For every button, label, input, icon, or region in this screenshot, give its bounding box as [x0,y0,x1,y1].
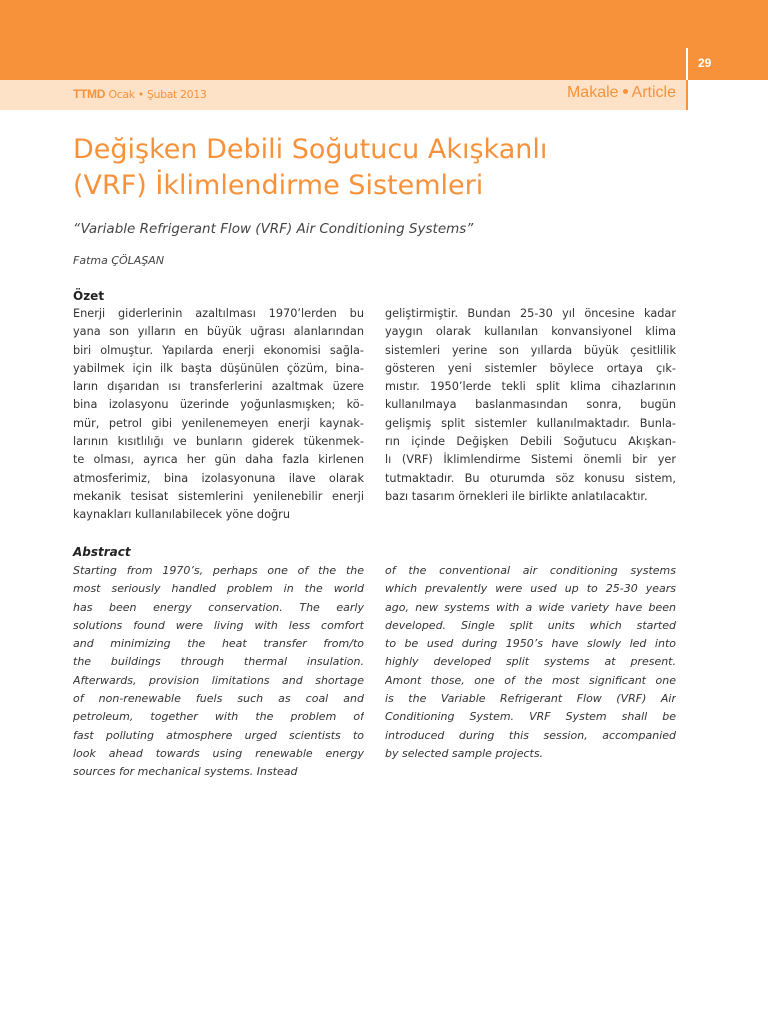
journal-mark: TTMD [73,87,106,101]
article-author: Fatma ÇÖLAŞAN [73,254,165,267]
text-line: highly developed split systems at present. [385,655,676,669]
text-line: ların dışarıdan ısı transferlerini azaltmak üzere [73,380,364,394]
text-line: te olması, ayrıca her gün daha fazla kirlenen [73,453,364,467]
text-line: bazı tasarım örnekleri ile birlikte anlatılacaktır. [385,489,648,503]
ozet-heading: Özet [73,289,105,303]
text-line: mür, petrol gibi yenilenemeyen enerji kaynak- [73,416,364,430]
ozet-left-column [73,305,364,525]
text-line: and minimizing the heat transfer from/to [73,637,364,651]
article-subtitle: “Variable Refrigerant Flow (VRF) Air Conditioning Systems” [73,221,474,237]
text-line: the buildings through thermal insulation. [73,655,364,669]
text-line: Enerji giderlerinin azaltılması 1970’lerden bu [73,307,364,320]
text-line: larının kısıtlılığı ve bunların giderek tükenmek- [73,435,364,449]
section-label-tr: Makale [566,84,619,101]
text-line: geliştirmiştir. Bundan 25-30 yıl öncesine kadar [385,307,676,320]
text-line: gösteren yeni sistemler böylece ortaya çık- [385,361,676,375]
ozet-right-column [385,305,676,506]
text-line: Conditioning System. VRF System shall be [385,710,676,724]
text-line: look ahead towards using renewable energy [73,746,364,760]
text-line: tutmaktadır. Bu oturumda söz konusu sistem, [385,471,676,485]
text-line: kaynakları kullanılabilecek yöne doğru [73,508,290,522]
text-line: most seriously handled problem in the world [73,582,364,596]
text-line: which prevalently were used up to 25-30 years [385,582,676,596]
page-number-tab [686,48,768,80]
text-line: of non-renewable fuels such as coal and [73,692,364,706]
text-line: lı (VRF) İklimlendirme Sistemi önemli bir yer [385,453,676,467]
bullet-dot-icon [623,89,628,94]
text-line: yabilmek için ilk başta düşünülen çözüm, bina- [73,361,364,375]
text-line: gelişmiş split sistemler kullanılmaktadır. Bunla- [385,416,676,430]
text-line: atmosferimiz, bina izolasyonuna ilave olarak [73,471,364,485]
header-divider [686,80,688,110]
text-line: mekanik tesisat sistemlerini yenilenebilir enerji [73,489,364,503]
text-line: has been energy conservation. The early [73,600,364,614]
header-band [0,0,768,80]
text-line: rın içinde Değişken Debili Soğutucu Akışkan- [385,435,676,449]
abstract-heading: Abstract [73,545,131,559]
text-line: developed. Single split units which started [385,618,676,632]
text-line: sistemleri yerine son yıllarda büyük çesitlilik [385,343,676,357]
page-number: 29 [698,56,712,70]
section-tag [567,84,676,102]
text-line: by selected sample projects. [385,746,544,760]
text-line: mıstır. 1950’lerde tekli split klima cihazlarının [385,380,676,394]
text-line: biri olmuştur. Yapılarda enerji ekonomisi sağla- [73,343,364,357]
text-line: introduced during this session, accompanied [385,728,676,742]
text-line: bina izolasyonu üzerinde yoğunlasmışken; kö- [73,398,364,412]
text-line: ago, new systems with a wide variety have been [385,600,676,614]
text-line: Starting from 1970’s, perhaps one of the the [73,564,364,577]
text-line: fast polluting atmosphere urged scientists to [73,728,364,742]
text-line: sources for mechanical systems. Instead [73,765,298,779]
journal-info [73,87,206,101]
article-title-line: (VRF) İklimlendirme Sistemleri [73,170,484,201]
article-title [73,132,693,204]
text-line: yaygın olarak kullanılan konvansiyonel klima [385,325,676,339]
abstract-right-column [385,562,676,763]
journal-issue: Ocak • Şubat 2013 [108,88,207,101]
text-line: yana son yılların en büyük uğrası alanlarından [73,325,364,339]
abstract-left-column [73,562,364,782]
text-line: Amont those, one of the most significant one [385,673,676,687]
text-line: of the conventional air conditioning systems [385,564,676,577]
section-label-en: Article [631,84,676,101]
text-line: Afterwards, provision limitations and shortage [73,673,364,687]
text-line: is the Variable Refrigerant Flow (VRF) Air [385,692,676,706]
text-line: kullanılmaya baslanmasından sonra, bugün [385,398,676,412]
text-line: solutions found were living with less comfort [73,618,364,632]
text-line: to be used during 1950’s have slowly led into [385,637,676,651]
article-title-line: Değişken Debili Soğutucu Akışkanlı [73,134,548,165]
text-line: petroleum, together with the problem of [73,710,364,724]
